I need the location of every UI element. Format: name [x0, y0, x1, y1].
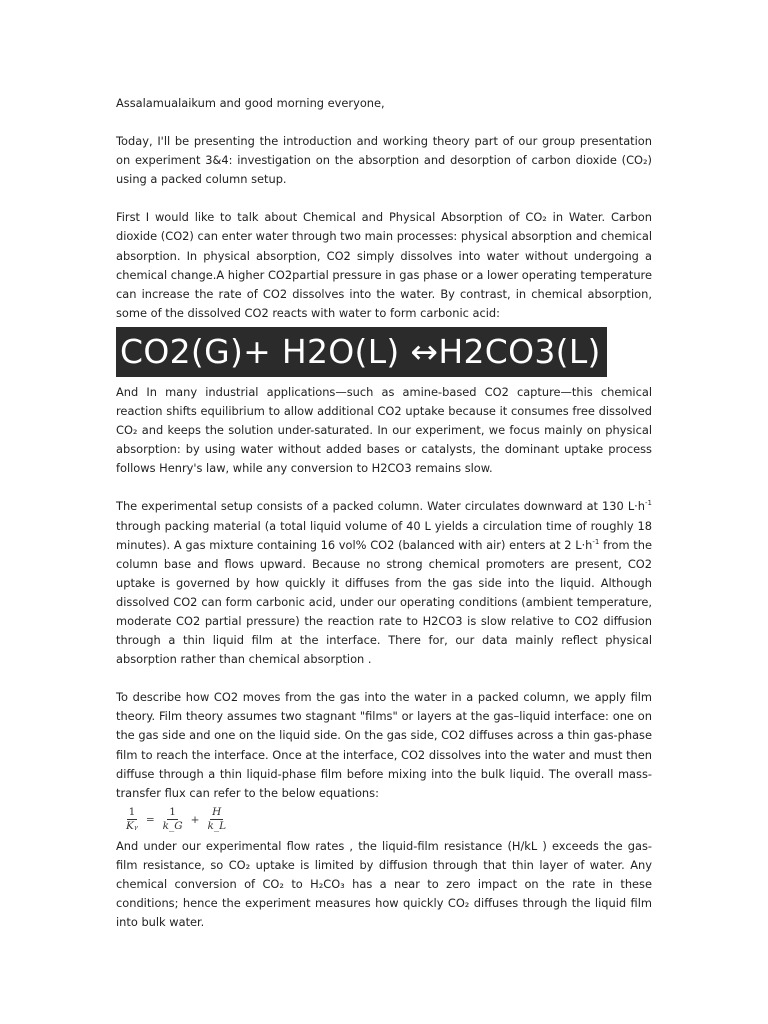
formula-lhs-numerator: 1 [128, 806, 136, 819]
setup-superscript-2: -1 [592, 537, 600, 546]
formula-liquid-denominator: k_L [207, 820, 227, 833]
formula-lhs-denominator: Kᵧ [126, 820, 138, 833]
film-theory-paragraph: To describe how CO2 moves from the gas into the water in a packed column, we apply film theory. Film theory assumes two stagnant "films" or layers at the gas–liquid interface: one on the gas side and one on the liquid side. On the gas side, CO2 diffuses across a thin gas-phase film to reach the interface. Once at the interface, CO2 dissolves into the water and must then diffuse through a thin liquid-phase film before mixing into the bulk liquid. The overall mass-transfer flux can refer to the below equations: [116, 690, 652, 800]
reaction-equation-banner: CO2(G)+ H2O(L) ↔H2CO3(L) [116, 327, 607, 377]
mass-transfer-formula [122, 803, 652, 837]
formula-lhs-fraction [124, 806, 140, 833]
setup-superscript-1: -1 [645, 499, 652, 508]
absorption-paragraph: First I would like to talk about Chemical and Physical Absorption of CO₂ in Water. Carbon dioxide (CO2) can enter water through two main processes: physical absorption and chemical absorption. In physical absorption, CO2 simply dissolves into water without undergoing a chemical change.A higher CO2partial pressure in gas phase or a lower operating temperature can increase the rate of CO2 dissolves into the water. By contrast, in chemical absorption, some of the dissolved CO2 reacts with water to form carbonic acid: [116, 210, 652, 320]
formula-equals: = [145, 813, 155, 826]
conclusion-paragraph: And under our experimental flow rates , the liquid-film resistance (H/kL ) exceeds the gas-film resistance, so CO₂ uptake is limited by diffusion through that thin layer of water. Any chemical conversion of CO₂ to H₂CO₃ has a near to zero impact on the rate in these conditions; hence the experiment measures how quickly CO₂ diffuses through the liquid film into bulk water. [116, 838, 652, 930]
formula-gas-term [161, 806, 185, 833]
document-body [116, 94, 652, 932]
setup-text-2: through packing material (a total liquid volume of 40 L yields a circulation time of roughly 18 minutes). A gas mixture containing 16 vol% CO2 (balanced with air) enters at 2 L·h [116, 518, 652, 552]
formula-plus: + [190, 813, 200, 826]
setup-text-3: from the column base and flows upward. Because no strong chemical promoters are present, CO2 uptake is governed by how quickly it diffuses from the gas side into the liquid. Although dissolved CO2 can form carbonic acid, under our operating conditions (ambient temperature, moderate CO2 partial pressure) the reaction rate to H2CO3 is slow relative to CO2 diffusion through a thin liquid film at the interface. There for, our data mainly reflect physical absorption rather than chemical absorption . [116, 537, 652, 667]
formula-liquid-term [205, 806, 228, 833]
setup-text-1: The experimental setup consists of a packed column. Water circulates downward at 130 L·h [116, 499, 646, 514]
greeting-text: Assalamualaikum and good morning everyone, [116, 96, 385, 110]
setup-paragraph [116, 497, 652, 669]
formula-liquid-numerator: H [212, 806, 222, 819]
formula-gas-denominator: k_G [162, 820, 183, 833]
intro-paragraph: Today, I'll be presenting the introduction and working theory part of our group presentation on experiment 3&4: investigation on the absorption and desorption of carbon dioxide (CO₂) using a packed column setup. [116, 134, 652, 187]
industrial-paragraph: And In many industrial applications—such as amine-based CO2 capture—this chemical reaction shifts equilibrium to allow additional CO2 uptake because it consumes free dissolved CO₂ and keeps the solution under-saturated. In our experiment, we focus mainly on physical absorption: by using water without added bases or catalysts, the dominant uptake process follows Henry's law, while any conversion to H2CO3 remains slow. [116, 384, 652, 476]
formula-gas-numerator: 1 [169, 806, 176, 819]
